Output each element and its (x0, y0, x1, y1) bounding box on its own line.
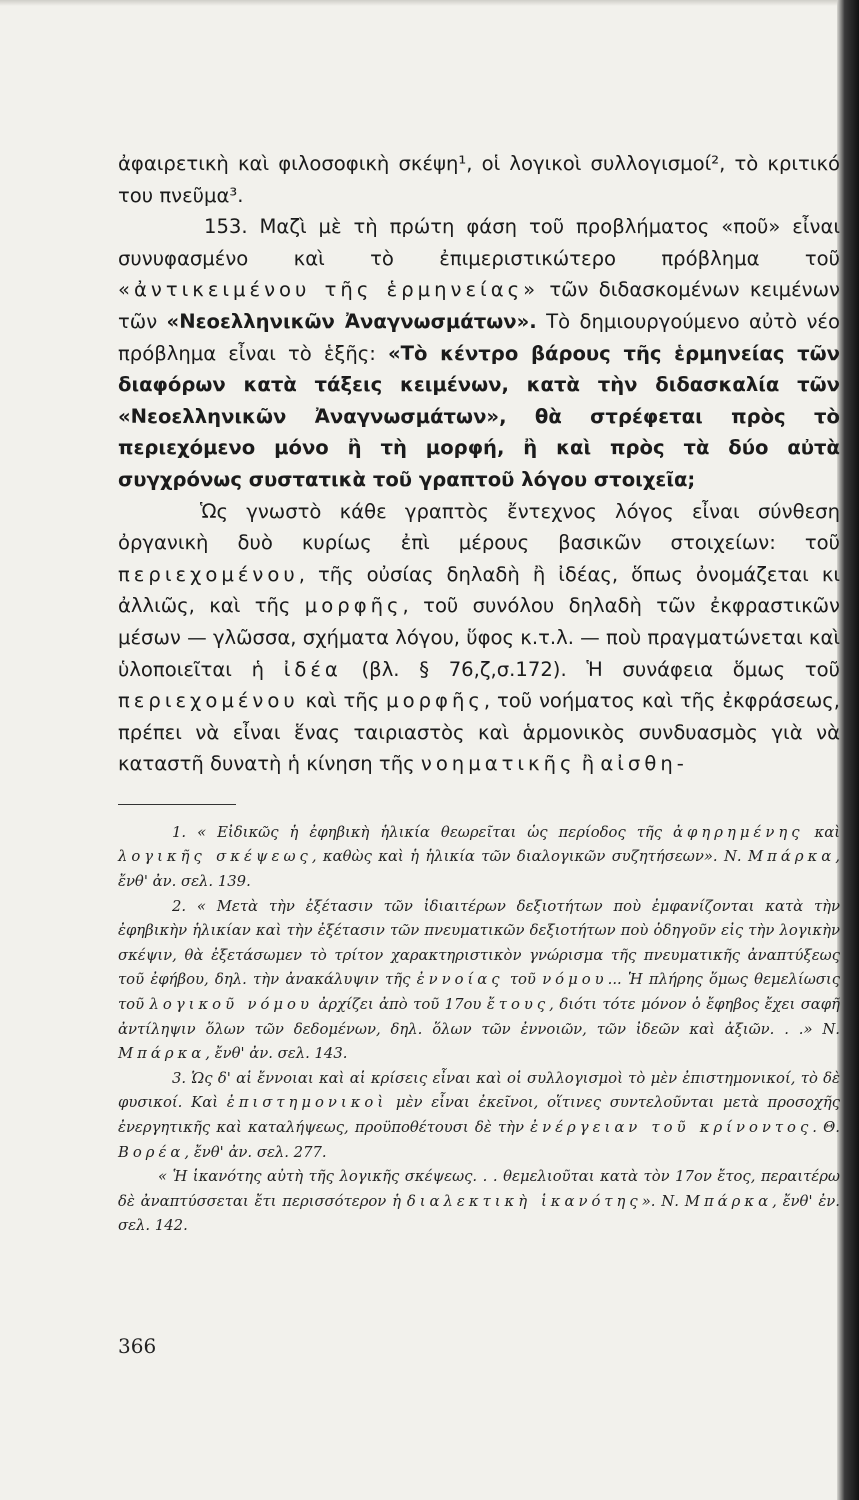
footnote-2 (118, 895, 840, 1067)
footnote-text: ἀρχίζει ἀπὸ τοῦ 17ου (312, 996, 487, 1014)
body-text (118, 148, 840, 780)
footnote-text: . Θ. (812, 1119, 840, 1136)
footnote-text: 3. Ὡς δ' αἱ ἔννοιαι καὶ αἱ κρίσεις εἶναι καὶ οἱ συλλογισμοὶ τὸ μὲν ἐπιστημονικοί, τὸ δὲ φυσικοί. Καὶ (118, 1069, 840, 1112)
footnote-rule (118, 804, 236, 805)
footnote-3 (118, 1067, 840, 1165)
page-number: 366 (118, 1334, 157, 1358)
text-run: τῶν διδασκομένων κειμένων τῶν (118, 278, 840, 333)
spaced-term: ἰδέα (283, 657, 342, 681)
spaced-term: νοηματικῆς (420, 752, 576, 776)
footnote-text: , ἔνθ' ἀν. σελ. 139. (118, 848, 840, 891)
spaced-term: λογικῆς σκέψεως (118, 848, 312, 866)
spaced-term: «ἀντικειμένου τῆς ἑρμηνείας» (118, 278, 540, 302)
footnote-text: , διότι τότε μόνον ὁ ἔφηβος ἔχει σαφῆ ἀντίληψιν ὅλων τῶν δεδομένων, δηλ. ὅλων τῶν ἐννοιῶν, τῶν ἰδεῶν καὶ ἀξιῶν. . .» Ν. (118, 996, 841, 1038)
spaced-term: αἰσθη- (600, 752, 688, 776)
spaced-term: μορφῆς (304, 594, 403, 618)
text-run: , τῆς οὐσίας δηλαδὴ ἢ ἰδέας, ὅπως ὀνομάζεται κι ἀλλιῶς, καὶ τῆς (118, 562, 840, 618)
text-run: (βλ. § 76,ζ,σ.172). Ἡ συνάφεια ὅμως τοῦ (341, 657, 840, 681)
footnote-text: ... Ἡ πλήρης ὅμως θεμελίωσις τοῦ (118, 971, 840, 1014)
spaced-term: μορφῆς (386, 689, 484, 713)
text-run: ἀφαιρετικὴ καὶ φιλοσοφικὴ σκέψη¹, οἱ λογικοὶ συλλογισμοί², τὸ κριτικό του πνεῦμα³. (118, 152, 840, 207)
spaced-term: λογικοῦ νόμου (149, 996, 313, 1014)
footnote-text: 1. « Εἰδικῶς ἡ ἐφηβικὴ ἡλικία θεωρεῖται ὡς περίοδος τῆς (172, 823, 674, 841)
spaced-term: ἔτους (486, 996, 550, 1014)
author-name: Βορέα (118, 1143, 185, 1161)
bold-question: «Τὸ κέντρο βάρους τῆς ἑρμηνείας τῶν διαφόρων κατὰ τάξεις κειμένων, κατὰ τὴν διδασκαλία τῶν «Νεοελληνικῶν Ἀναγνωσμάτων», θὰ στρέφεται πρὸς τὸ περιεχόμενο μόνο ἢ τὴ μορφή, ἢ καὶ πρὸς τὰ δύο αὐτὰ συγχρόνως συστατικὰ τοῦ γραπτοῦ λόγου στοιχεῖα; (118, 341, 840, 491)
footnote-text: μὲν εἶναι ἐκεῖνοι, οἵτινες συντελοῦνται μετὰ προσοχῆς ἐνεργητικῆς καὶ καταλήψεως, προϋποθέτουσι δὲ τὴν (118, 1094, 840, 1136)
paragraph-content-form (118, 496, 840, 780)
text-run: , τοῦ νοήματος καὶ τῆς ἐκφράσεως, πρέπει νὰ εἶναι ἕνας ταιριαστὸς καὶ ἁρμονικὸς συνδυασμὸς γιὰ νὰ καταστῆ δυνατὴ ἡ κίνηση τῆς (118, 689, 840, 776)
footnote-text: 2. « Μετὰ τὴν ἐξέτασιν τῶν ἰδιαιτέρων δεξιοτήτων ποὺ ἐμφανίζονται κατὰ τὴν ἐφηβικὴν ἡλικίαν καὶ τὴν ἐξέτασιν τῶν πνευματικῶν δεξιοτήτων ποὺ ὁδηγοῦν εἰς τὴν λογικὴν σκέψιν, θὰ ἐξετάσωμεν τὸ τρίτον χαρακτηριστικὸν γνώρισμα τῆς πνευματικῆς ἀναπτύξεως τοῦ ἐφήβου, δηλ. τὴν ἀνακάλυψιν τῆς (118, 897, 840, 989)
footnote-1 (118, 821, 840, 895)
footnote-text: , καθὼς καὶ ἡ ἡλικία τῶν διαλογικῶν συζητήσεων». Ν. (311, 848, 748, 866)
footnote-text: , ἔνθ' ἀν. σελ. 277. (184, 1143, 327, 1161)
bold-term: «Νεοελληνικῶν Ἀναγνωσμάτων». (166, 309, 537, 333)
author-name: Μπάρκα (748, 848, 836, 866)
author-name: Μπάρκα (118, 1045, 206, 1063)
paragraph-continuation (118, 148, 840, 211)
footnote-text: , ἔνθ' ἐν. σελ. 142. (118, 1192, 840, 1235)
page-content (118, 148, 840, 1239)
text-run: ἢ (575, 752, 601, 776)
text-run: καὶ τῆς (298, 689, 387, 713)
author-name: Μπάρκα (684, 1192, 773, 1210)
text-run: Τὸ δημιουργούμενο αὐτὸ νέο πρόβλημα εἶναι τὸ ἑξῆς: (118, 309, 840, 365)
footnote-text: τοῦ (503, 971, 543, 989)
spaced-term: διαλεκτικὴ ἱκανότης (406, 1192, 642, 1210)
text-run: 153. Μαζὶ μὲ τὴ πρώτη φάση τοῦ προβλήματος «ποῦ» εἶναι συνυφασμένο καὶ τὸ ἐπιμεριστικώτερο πρόβλημα τοῦ (118, 215, 840, 270)
scan-binding-edge (837, 0, 859, 1500)
spaced-term: νόμου (542, 971, 608, 989)
footnote-3-quote (118, 1165, 840, 1239)
footnote-text: « Ἡ ἱκανότης αὐτὴ τῆς λογικῆς σκέψεως. . . θεμελιοῦται κατὰ τὸν 17ον ἔτος, περαιτέρω δὲ ἀναπτύσσεται ἔτι περισσότερον ἡ (118, 1168, 840, 1210)
spaced-term: περιεχομένου (118, 689, 299, 713)
text-run: Ὡς γνωστὸ κάθε γραπτὸς ἔντεχνος λόγος εἶναι σύνθεση ὀργανικὴ δυὸ κυρίως ἐπὶ μέρους βασικῶν στοιχείων: τοῦ (118, 499, 840, 555)
spaced-term: ἀφηρημένης (673, 823, 804, 841)
footnote-text: , ἔνθ' ἀν. σελ. 143. (205, 1045, 348, 1063)
paragraph-153 (118, 211, 840, 495)
spaced-term: ἐννοίας (416, 971, 504, 989)
scan-top-edge (0, 0, 859, 6)
footnote-text: ». Ν. (641, 1192, 685, 1210)
text-run: , τοῦ συνόλου δηλαδὴ τῶν ἐκφραστικῶν μέσων — γλῶσσα, σχήματα λόγου, ὕφος κ.τ.λ. — ποὺ πραγματώνεται καὶ ὑλοποιεῖται ἡ (118, 594, 840, 681)
spaced-term: ἐπιστημονικοὶ (226, 1094, 388, 1112)
footnotes (118, 821, 840, 1239)
spaced-term: ἐνέργειαν τοῦ κρίνοντος (530, 1119, 813, 1136)
spaced-term: περιεχομένου (118, 562, 299, 586)
footnote-text: καὶ (803, 823, 841, 841)
